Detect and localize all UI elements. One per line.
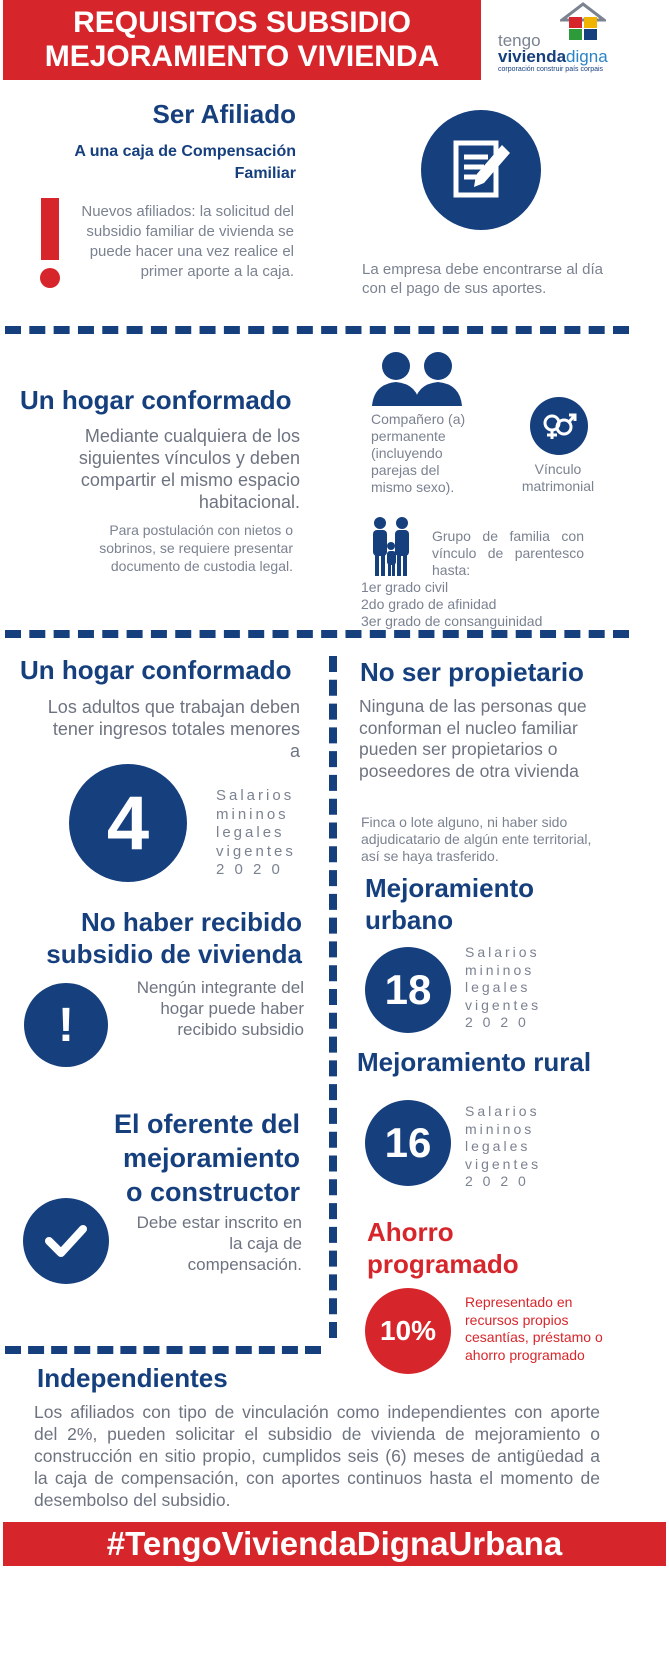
afiliado-subtitle-line2: Familiar (234, 165, 296, 182)
exclamation-icon (38, 198, 62, 290)
urbano-title-line2: urbano (365, 905, 454, 935)
ahorro-title (367, 1216, 627, 1280)
header-title-line1: REQUISITOS SUBSIDIO (73, 6, 411, 39)
family-icon (366, 516, 418, 578)
afiliado-subtitle (20, 141, 296, 185)
independientes-title: Independientes (37, 1363, 228, 1393)
smlv-line: legales (465, 979, 531, 995)
hogar1-companero: Compañero (a) permanente (incluyendo parejas del mismo sexo). (371, 411, 466, 495)
hogar1-grados (361, 579, 601, 630)
no-subsidio-text: Nengún integrante del hogar puede haber recibido subsidio (136, 978, 304, 1039)
oferente-title-line1: El oferente del (113, 1109, 300, 1139)
divider-3 (5, 1346, 321, 1354)
no-subsidio-title (20, 906, 302, 970)
ahorro-percent-circle (365, 1288, 451, 1374)
rural-number-circle (365, 1100, 451, 1186)
hogar2-title: Un hogar conformado (20, 655, 292, 685)
footer-bottom-white (0, 1566, 669, 1667)
smlv-line: mininos (465, 961, 535, 978)
ahorro-title-line1: Ahorro (367, 1217, 454, 1247)
smlv-line: 2 0 2 0 (465, 1173, 529, 1189)
smlv-line: Salarios (216, 787, 295, 804)
hogar1-text: Mediante cualquiera de los siguientes vínculos y deben compartir el mismo espacio habitacional. (78, 426, 300, 512)
hogar1-grupo: Grupo de familia con vínculo de parentesco hasta: (432, 528, 584, 578)
urbano-number-circle (365, 947, 451, 1033)
header-banner (3, 0, 481, 80)
ahorro-text: Representado en recursos propios cesantías, préstamo o ahorro programado (465, 1294, 603, 1363)
gender-symbols-icon (530, 397, 588, 455)
divider-2 (5, 630, 629, 638)
urbano-title-line1: Mejoramiento (365, 873, 535, 903)
smlv-line: legales (216, 824, 285, 841)
urbano-number: 18 (384, 966, 432, 1013)
oferente-text: Debe estar inscrito en la caja de compensación. (136, 1213, 302, 1274)
no-subsidio-title-line1: No haber recibido (80, 907, 302, 937)
logo-tengo: tengo (498, 31, 541, 50)
smlv-line: vigentes (465, 1155, 542, 1172)
no-subsidio-title-line2: subsidio de vivienda (46, 939, 302, 969)
afiliado-title: Ser Afiliado (152, 99, 296, 129)
hogar1-grado3: 3er grado de consanguinidad (361, 613, 543, 629)
afiliado-note: Nuevos afiliados: la solicitud del subsidio familiar de vivienda se puede hacer una vez realice el primer aporte a la caja. (81, 203, 294, 280)
hogar1-grado1: 1er grado civil (361, 579, 449, 595)
logo-tagline: corporación construir país corpais (498, 66, 604, 73)
oferente-title-line3: o constructor (125, 1177, 300, 1207)
alert-icon-glyph: ! (58, 998, 74, 1052)
afiliado-company-note: La empresa debe encontrarse al día con el pago de sus aportes. (362, 261, 603, 297)
divider-vertical (329, 656, 337, 1338)
smlv-line: Salarios (465, 944, 540, 960)
rural-smlv (465, 1103, 541, 1191)
rural-title: Mejoramiento rural (357, 1047, 592, 1077)
urbano-smlv (465, 944, 541, 1032)
hogar2-text: Los adultos que trabajan deben tener ingresos totales menores a (47, 697, 300, 761)
hogar1-grado2: 2do grado de afinidad (361, 596, 497, 612)
hogar1-title: Un hogar conformado (20, 385, 292, 415)
urbano-title (365, 872, 625, 936)
hogar2-smlv (216, 787, 296, 880)
hogar1-note: Para postulación con nietos o sobrinos, se requiere presentar documento de custodia legal. (99, 522, 293, 574)
hogar1-vinculo: Vínculo matrimonial (521, 461, 595, 494)
propietario-text: Ninguna de las personas que conforman el nucleo familiar pueden ser propietarios o poseedores de otra vivienda (359, 696, 587, 781)
smlv-line: vigentes (465, 996, 542, 1013)
ahorro-title-line2: programado (367, 1249, 519, 1279)
smlv-line: vigentes (216, 842, 296, 860)
logo-vivienda: vivienda (498, 47, 567, 66)
smlv-line: mininos (465, 1120, 535, 1137)
alert-icon (24, 983, 108, 1067)
smlv-line: Salarios (465, 1103, 540, 1119)
divider-1 (5, 326, 629, 334)
logo-digna: digna (566, 47, 608, 66)
propietario-note: Finca o lote alguno, ni haber sido adjudicatario de algún ente territorial, así se haya trasferido. (361, 814, 592, 864)
independientes-text: Los afiliados con tipo de vinculación como independientes con aporte del 2%, pueden solicitar el subsidio de vivienda de mejoramiento o construcción en sitio propio, cumplidos seis (6) meses de antigüedad a la caja de compensación, con aportes continuos hasta el momento de desembolso del subsidio. (34, 1402, 600, 1510)
afiliado-subtitle-line1: A una caja de Compensación (74, 143, 296, 160)
smlv-line: 2 0 2 0 (216, 861, 283, 878)
document-pen-icon (421, 110, 541, 230)
hogar2-number-circle (69, 764, 187, 882)
smlv-line: legales (465, 1138, 531, 1154)
header-title-line2: MEJORAMIENTO VIVIENDA (44, 40, 440, 73)
footer-hashtag: #TengoViviendaDignaUrbana (106, 1525, 563, 1562)
ahorro-percent: 10% (379, 1315, 437, 1346)
oferente-title-line2: mejoramiento (122, 1143, 300, 1173)
smlv-line: mininos (216, 805, 289, 823)
logo-wordmark (498, 48, 608, 66)
oferente-title (60, 1107, 300, 1209)
rural-number: 16 (384, 1119, 432, 1166)
checkmark-icon (23, 1198, 109, 1284)
logo (490, 2, 665, 80)
propietario-title: No ser propietario (360, 657, 584, 687)
hogar2-number: 4 (106, 780, 150, 866)
house-logo-icon (560, 2, 606, 42)
smlv-line: 2 0 2 0 (465, 1014, 529, 1030)
couple-icon (368, 350, 468, 406)
